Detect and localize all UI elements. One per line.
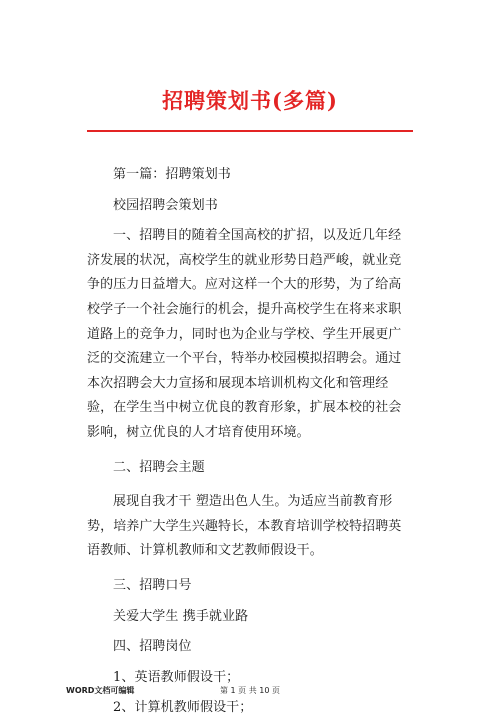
paragraph-subtitle: 校园招聘会策划书 (113, 197, 218, 213)
paragraph-part-one-heading: 第一篇：招聘策划书 (113, 167, 231, 182)
paragraph-section-1: 一、招聘目的随着全国高校的扩招，以及近几年经济发展的状况，高校学生的就业形势日趋严峻，就业竞争的压力日益增大。应对这样一个大的形势，为了给高校学子一个社会施行的机会，提升高校学生在将来求职道路上的竞争力，同时也为企业与学校、学生开展更广泛的交流建立一个平台，特举办校园模拟招聘会。通过本次招聘会大力宣扬和展现本培训机构文化和管理经验，在学生当中树立优良的教育形象，扩展本校的社会影响，树立优良的人才培育使用环境。 (87, 228, 402, 440)
paragraph-section-2-heading: 二、招聘会主题 (113, 459, 205, 475)
paragraph-section-2-body: 展现自我才干 塑造出色人生。为适应当前教育形势，培养广大学生兴趣特长，本教育培训学校特招聘英语教师、计算机教师和文艺教师假设干。 (87, 494, 402, 559)
paragraph-section-3-heading: 三、招聘口号 (113, 577, 192, 593)
paragraph-section-3-slogan: 关爱大学生 携手就业路 (113, 608, 249, 624)
title-divider (87, 130, 413, 132)
footer-editable-note: WORD文档可编辑 (66, 686, 135, 695)
paragraph-position-1: 1、英语教师假设干； (113, 669, 240, 685)
document-title: 招聘策划书(多篇) (162, 88, 338, 113)
footer-page-number: 第 1 页 共 10 页 (220, 686, 280, 695)
paragraph-section-4-heading: 四、招聘岗位 (113, 639, 192, 655)
document-body (87, 163, 414, 721)
paragraph-position-2: 2、计算机教师假设干； (113, 700, 253, 716)
